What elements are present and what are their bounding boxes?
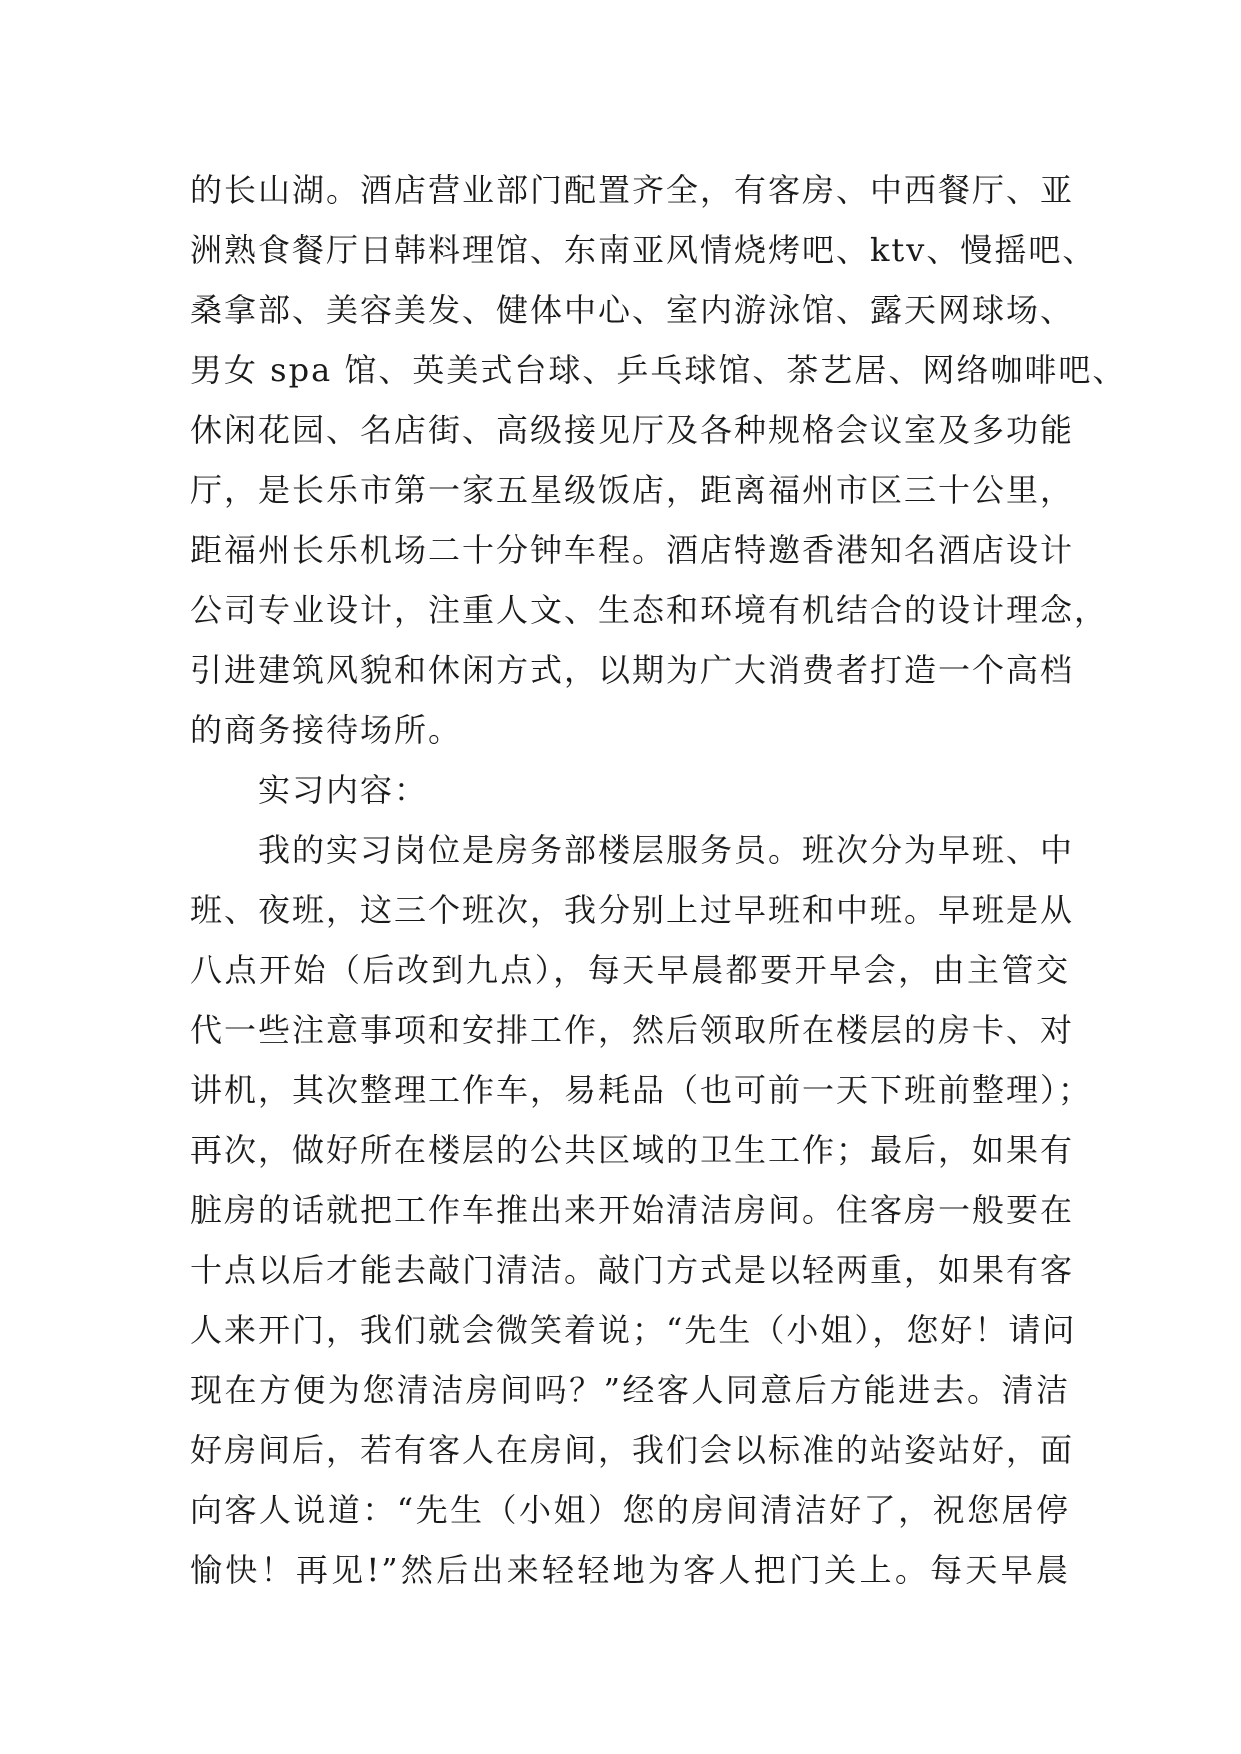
text-line: 八点开始（后改到九点），每天早晨都要开早会，由主管交 xyxy=(190,951,1070,989)
text-line: 桑拿部、美容美发、健体中心、室内游泳馆、露天网球场、 xyxy=(190,291,1075,329)
text-line: 班、夜班，这三个班次，我分别上过早班和中班。早班是从 xyxy=(190,891,1075,929)
text-line: 十点以后才能去敲门清洁。敲门方式是以轻两重，如果有客 xyxy=(190,1251,1075,1289)
text-line: 洲熟食餐厅日韩料理馆、东南亚风情烧烤吧、ktv、慢摇吧、 xyxy=(190,231,1097,269)
text-line: 现在方便为您清洁房间吗？”经客人同意后方能进去。清洁 xyxy=(190,1371,1070,1409)
text-line: 的长山湖。酒店营业部门配置齐全，有客房、中西餐厅、亚 xyxy=(190,171,1075,209)
text-line-paragraph-start: 我的实习岗位是房务部楼层服务员。班次分为早班、中 xyxy=(258,831,1075,869)
document-body xyxy=(190,160,1127,1600)
text-line-paragraph-end: 的商务接待场所。 xyxy=(190,711,463,749)
text-line: 引进建筑风貌和休闲方式，以期为广大消费者打造一个高档 xyxy=(190,651,1075,689)
text-line: 男女 spa 馆、英美式台球、乒乓球馆、茶艺居、网络咖啡吧、 xyxy=(190,351,1127,389)
text-line: 向客人说道：“先生（小姐）您的房间清洁好了，祝您居停 xyxy=(190,1491,1070,1529)
text-line: 厅，是长乐市第一家五星级饭店，距离福州市区三十公里， xyxy=(190,471,1075,509)
text-line: 休闲花园、名店街、高级接见厅及各种规格会议室及多功能 xyxy=(190,411,1075,449)
text-line: 人来开门，我们就会微笑着说；“先生（小姐），您好！请问 xyxy=(190,1311,1077,1349)
text-line: 公司专业设计，注重人文、生态和环境有机结合的设计理念， xyxy=(190,591,1109,629)
text-line: 距福州长乐机场二十分钟车程。酒店特邀香港知名酒店设计 xyxy=(190,531,1075,569)
section-heading: 实习内容： xyxy=(258,771,429,809)
text-line: 讲机，其次整理工作车，易耗品（也可前一天下班前整理）； xyxy=(190,1071,1093,1109)
text-line: 好房间后，若有客人在房间，我们会以标准的站姿站好，面 xyxy=(190,1431,1075,1469)
text-line: 再次，做好所在楼层的公共区域的卫生工作；最后，如果有 xyxy=(190,1131,1075,1169)
text-line: 愉快！再见!”然后出来轻轻地为客人把门关上。每天早晨 xyxy=(190,1551,1070,1589)
text-line: 脏房的话就把工作车推出来开始清洁房间。住客房一般要在 xyxy=(190,1191,1075,1229)
text-line: 代一些注意事项和安排工作，然后领取所在楼层的房卡、对 xyxy=(190,1011,1075,1049)
